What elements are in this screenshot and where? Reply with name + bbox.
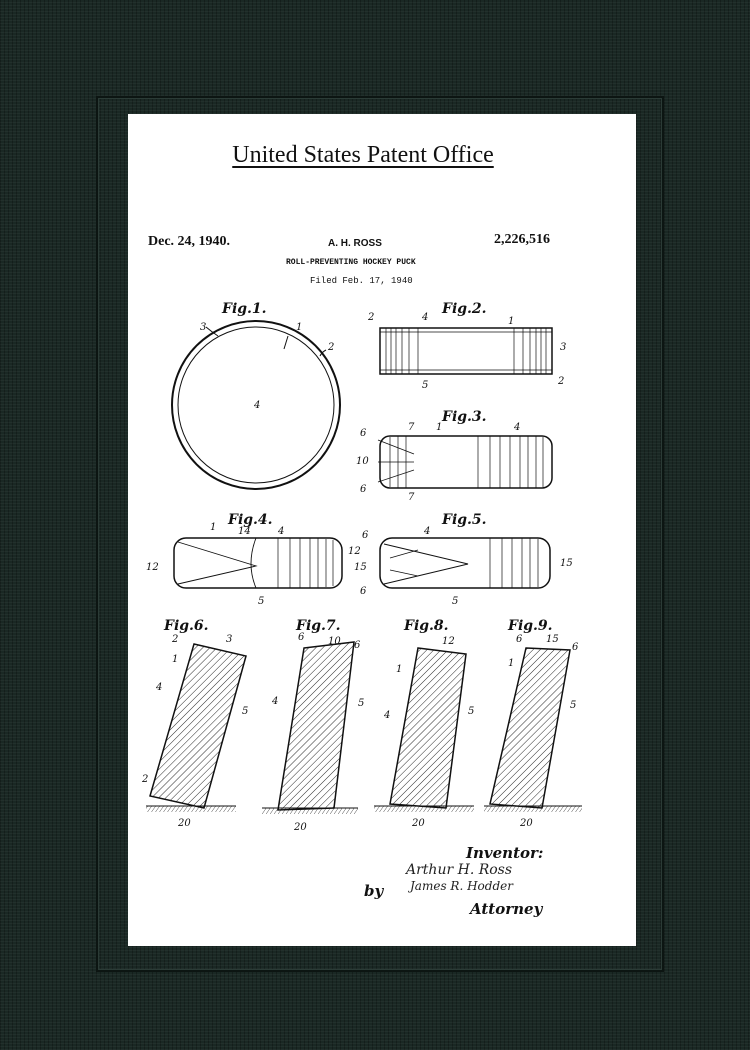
attorney-signature: James R. Hodder: [410, 879, 513, 893]
svg-text:5: 5: [358, 698, 365, 709]
svg-text:5: 5: [422, 380, 429, 391]
filed-date: Filed Feb. 17, 1940: [310, 276, 413, 286]
fig1-label: Fig.1.: [222, 301, 267, 317]
svg-text:12: 12: [146, 562, 159, 573]
svg-text:7: 7: [408, 492, 415, 503]
figure-3: [356, 409, 552, 503]
svg-text:3: 3: [560, 342, 567, 353]
svg-text:6: 6: [516, 634, 523, 645]
svg-text:6: 6: [572, 642, 579, 653]
svg-text:15: 15: [354, 562, 367, 573]
figure-7: [262, 618, 364, 833]
svg-text:12: 12: [442, 636, 455, 647]
fig5-label: Fig.5.: [442, 512, 487, 528]
svg-text:5: 5: [242, 706, 249, 717]
svg-text:1: 1: [396, 664, 403, 675]
svg-text:2: 2: [368, 312, 375, 323]
fig4-label: Fig.4.: [228, 512, 273, 528]
svg-text:1: 1: [172, 654, 179, 665]
svg-text:4: 4: [156, 682, 163, 693]
svg-text:1: 1: [508, 658, 515, 669]
patent-date: Dec. 24, 1940.: [148, 234, 231, 249]
fig9-label: Fig.9.: [508, 618, 553, 634]
svg-text:1: 1: [210, 522, 217, 533]
svg-text:4: 4: [424, 526, 431, 537]
svg-text:2: 2: [558, 376, 565, 387]
svg-text:6: 6: [360, 484, 367, 495]
svg-text:7: 7: [408, 422, 415, 433]
svg-text:1: 1: [508, 316, 515, 327]
patent-title: ROLL-PREVENTING HOCKEY PUCK: [286, 258, 416, 267]
svg-text:3: 3: [226, 634, 233, 645]
svg-text:2: 2: [172, 634, 179, 645]
svg-text:1: 1: [296, 322, 303, 333]
fig2-label: Fig.2.: [442, 301, 487, 317]
patent-drawings: [128, 114, 636, 946]
svg-text:20: 20: [178, 818, 191, 829]
svg-text:4: 4: [278, 526, 285, 537]
svg-text:10: 10: [356, 456, 369, 467]
svg-text:6: 6: [298, 632, 305, 643]
svg-text:15: 15: [546, 634, 559, 645]
patent-number: 2,226,516: [494, 232, 550, 247]
svg-text:5: 5: [570, 700, 577, 711]
svg-text:10: 10: [328, 636, 341, 647]
inventor-heading: Inventor:: [466, 844, 544, 862]
svg-text:4: 4: [384, 710, 391, 721]
svg-text:6: 6: [360, 586, 367, 597]
inventor-name: A. H. ROSS: [328, 238, 382, 249]
svg-text:5: 5: [468, 706, 475, 717]
fig3-label: Fig.3.: [442, 409, 487, 425]
svg-text:20: 20: [412, 818, 425, 829]
svg-text:15: 15: [560, 558, 573, 569]
fig8-label: Fig.8.: [404, 618, 449, 634]
svg-text:6: 6: [360, 428, 367, 439]
svg-text:4: 4: [514, 422, 521, 433]
svg-text:4: 4: [254, 400, 261, 411]
svg-text:3: 3: [200, 322, 207, 333]
svg-text:14: 14: [238, 526, 251, 537]
figure-4: [146, 512, 361, 607]
fig6-label: Fig.6.: [164, 618, 209, 634]
figure-5: [354, 512, 573, 607]
by-label: by: [364, 882, 384, 900]
svg-text:20: 20: [520, 818, 533, 829]
inventor-signature: Arthur H. Ross: [406, 862, 513, 878]
svg-text:20: 20: [294, 822, 307, 833]
patent-sheet: [128, 114, 636, 946]
attorney-heading: Attorney: [470, 900, 543, 918]
svg-text:4: 4: [272, 696, 279, 707]
signature-block: [364, 844, 544, 918]
svg-text:6: 6: [362, 530, 369, 541]
svg-text:5: 5: [258, 596, 265, 607]
svg-text:2: 2: [328, 342, 335, 353]
fig7-label: Fig.7.: [296, 618, 341, 634]
svg-text:6: 6: [354, 640, 361, 651]
figure-2: [367, 301, 566, 391]
figure-6: [141, 618, 248, 829]
figure-1: [172, 301, 340, 489]
svg-text:1: 1: [436, 422, 443, 433]
figure-9: [484, 618, 582, 829]
svg-text:12: 12: [348, 546, 361, 557]
office-title: United States Patent Office: [232, 142, 494, 168]
svg-text:5: 5: [452, 596, 459, 607]
figure-8: [374, 618, 474, 829]
svg-text:2: 2: [142, 774, 149, 785]
svg-text:4: 4: [422, 312, 429, 323]
